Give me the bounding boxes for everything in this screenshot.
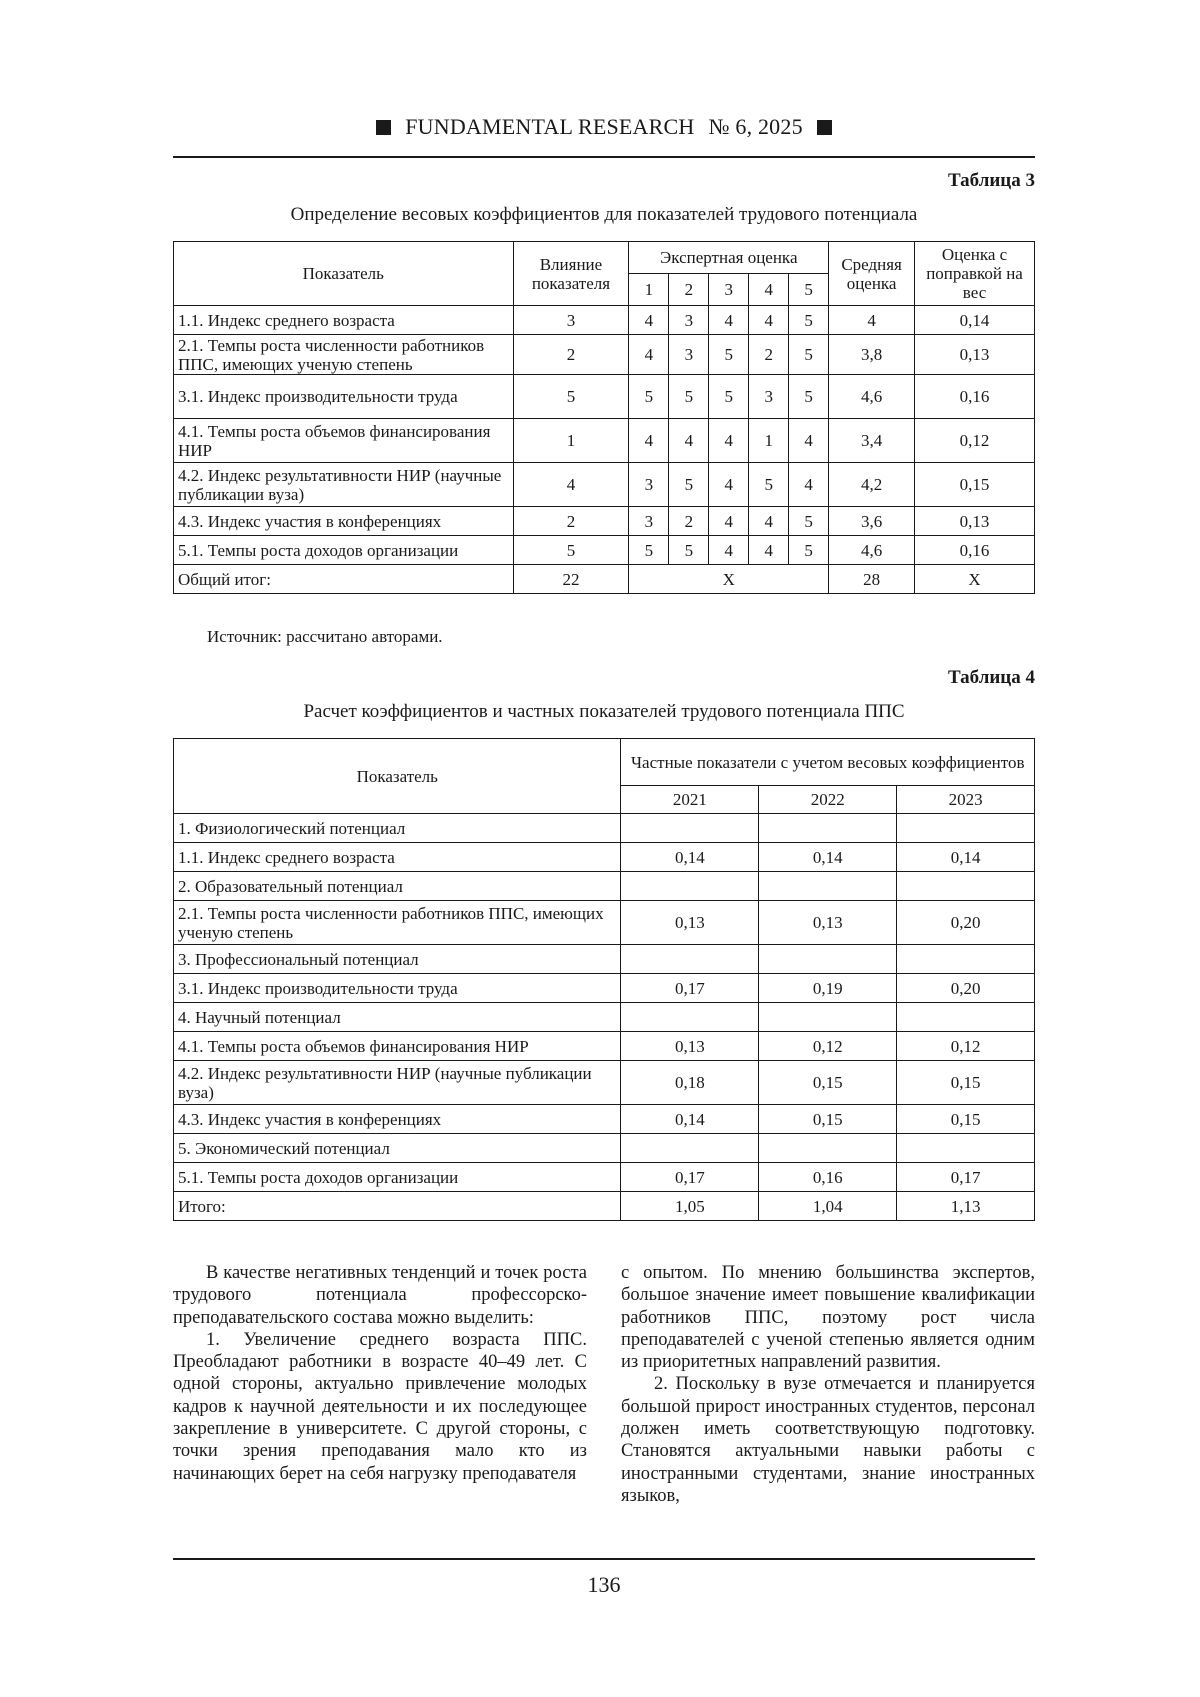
table3-indicator-cell: 4.2. Индекс результативности НИР (научные публикации вуза): [174, 463, 514, 507]
table3-score-cell: 4: [629, 335, 669, 375]
table3-row: [174, 536, 1035, 565]
table4-value-cell: [621, 872, 759, 901]
table4-indicator-cell: 3. Профессиональный потенциал: [174, 945, 621, 974]
table3-average-cell: 3,4: [829, 419, 915, 463]
square-bullet-icon: [817, 120, 832, 135]
table4-header-indicator: Показатель: [174, 739, 621, 814]
table4-row: [174, 1163, 1035, 1192]
table3-score-cell: 5: [669, 375, 709, 419]
table3-score-cell: 5: [749, 463, 789, 507]
table4-value-cell: [897, 872, 1035, 901]
table4-value-cell: [621, 814, 759, 843]
table4-value-cell: 0,17: [621, 974, 759, 1003]
table3-score-cell: 3: [749, 375, 789, 419]
table3-score-cell: 4: [709, 507, 749, 536]
table4-value-cell: [897, 1134, 1035, 1163]
table3-influence-cell: 5: [513, 536, 629, 565]
table3-score-cell: 4: [709, 419, 749, 463]
table4-row: [174, 1003, 1035, 1032]
table3-row: [174, 375, 1035, 419]
table3-score-cell: 4: [789, 419, 829, 463]
table3-influence-cell: 2: [513, 507, 629, 536]
table4-value-cell: 0,16: [759, 1163, 897, 1192]
table3-expert-col: 3: [709, 274, 749, 306]
table4-value-cell: 0,14: [759, 843, 897, 872]
table4-value-cell: 0,14: [621, 843, 759, 872]
table3-weighted-cell: 0,12: [915, 419, 1035, 463]
table4-header-year: 2023: [897, 786, 1035, 814]
table4-value-cell: 0,13: [621, 901, 759, 945]
table3-indicator-cell: 2.1. Темпы роста численности работников ППС, имеющих ученую степень: [174, 335, 514, 375]
table4-value-cell: 0,18: [621, 1061, 759, 1105]
table4-label: Таблица 4: [947, 667, 1035, 688]
table4-value-cell: [759, 872, 897, 901]
table3-source-note: Источник: рассчитано авторами.: [207, 627, 443, 646]
table4-value-cell: 0,15: [759, 1105, 897, 1134]
table4-row: [174, 1134, 1035, 1163]
table4-value-cell: 0,15: [897, 1105, 1035, 1134]
table3-indicator-cell: 1.1. Индекс среднего возраста: [174, 306, 514, 335]
table4-value-cell: [621, 945, 759, 974]
table4-value-cell: 0,17: [897, 1163, 1035, 1192]
table4-row: [174, 1192, 1035, 1221]
table4-value-cell: 0,12: [897, 1032, 1035, 1061]
table3-influence-cell: 1: [513, 419, 629, 463]
table4-row: [174, 843, 1035, 872]
table4-value-cell: 0,20: [897, 901, 1035, 945]
table4-value-cell: 0,19: [759, 974, 897, 1003]
table3-header-average: Средняя оценка: [829, 242, 915, 306]
table4-value-cell: [621, 1134, 759, 1163]
header-rule: [173, 156, 1035, 158]
table4-indicator-cell: 4.1. Темпы роста объемов финансирования НИР: [174, 1032, 621, 1061]
table4-row: [174, 901, 1035, 945]
table3-weighted-cell: 0,13: [915, 507, 1035, 536]
table3-score-cell: 5: [669, 463, 709, 507]
journal-title: FUNDAMENTAL RESEARCH: [405, 114, 695, 139]
table3-label: Таблица 3: [947, 170, 1035, 191]
table3-score-cell: 2: [669, 507, 709, 536]
table3-expert-col: 5: [789, 274, 829, 306]
table4-value-cell: 0,12: [759, 1032, 897, 1061]
table4-indicator-cell: Итого:: [174, 1192, 621, 1221]
table3-indicator-cell: 3.1. Индекс производительности труда: [174, 375, 514, 419]
table3-score-cell: 5: [669, 536, 709, 565]
table3-row: [174, 306, 1035, 335]
table3-total-weighted: Х: [915, 565, 1035, 594]
table3-influence-cell: 5: [513, 375, 629, 419]
table3-score-cell: 4: [709, 536, 749, 565]
table4-caption: Расчет коэффициентов и частных показателей трудового потенциала ППС: [303, 701, 905, 722]
table4-indicator-cell: 1.1. Индекс среднего возраста: [174, 843, 621, 872]
table3-average-cell: 3,6: [829, 507, 915, 536]
table3-score-cell: 5: [789, 375, 829, 419]
table3-score-cell: 5: [789, 335, 829, 375]
table4-value-cell: 0,13: [621, 1032, 759, 1061]
table3-total-average: 28: [829, 565, 915, 594]
table4-row: [174, 974, 1035, 1003]
table4-value-cell: [897, 1003, 1035, 1032]
body-paragraph: с опытом. По мнению большинства экспертов, большое значение имеет повышение квалификации работников ППС, поэтому рост числа преподавателей с ученой степенью является одним из приоритетных направлений развития.: [621, 1263, 1035, 1373]
table4-row: [174, 945, 1035, 974]
table3-average-cell: 3,8: [829, 335, 915, 375]
table4-value-cell: 1,05: [621, 1192, 759, 1221]
table3-score-cell: 1: [749, 419, 789, 463]
table4-value-cell: 1,04: [759, 1192, 897, 1221]
table3-score-cell: 4: [629, 306, 669, 335]
table3-total-influence: 22: [513, 565, 629, 594]
table4-value-cell: 1,13: [897, 1192, 1035, 1221]
table3-average-cell: 4,2: [829, 463, 915, 507]
table3-total-row: [174, 565, 1035, 594]
table3: [173, 241, 1035, 594]
body-right-column: [621, 1262, 1035, 1507]
table3-score-cell: 4: [749, 306, 789, 335]
table3-score-cell: 5: [629, 536, 669, 565]
table3-weighted-cell: 0,14: [915, 306, 1035, 335]
table3-weighted-cell: 0,16: [915, 536, 1035, 565]
table4-value-cell: 0,13: [759, 901, 897, 945]
table3-influence-cell: 3: [513, 306, 629, 335]
table4-indicator-cell: 4.3. Индекс участия в конференциях: [174, 1105, 621, 1134]
table3-score-cell: 5: [629, 375, 669, 419]
table3-score-cell: 3: [669, 335, 709, 375]
table4-value-cell: 0,14: [621, 1105, 759, 1134]
table4-value-cell: 0,17: [621, 1163, 759, 1192]
table3-score-cell: 4: [709, 463, 749, 507]
table3-score-cell: 5: [709, 375, 749, 419]
table3-total-expert: Х: [629, 565, 829, 594]
table3-influence-cell: 4: [513, 463, 629, 507]
table4-indicator-cell: 5. Экономический потенциал: [174, 1134, 621, 1163]
table3-average-cell: 4,6: [829, 536, 915, 565]
table4-value-cell: [759, 945, 897, 974]
table4-row: [174, 1032, 1035, 1061]
table3-weighted-cell: 0,16: [915, 375, 1035, 419]
table3-score-cell: 4: [669, 419, 709, 463]
table4-value-cell: [759, 1134, 897, 1163]
body-paragraph: В качестве негативных тенденций и точек роста трудового потенциала профессорско-преподавательского состава можно выделить:: [173, 1263, 587, 1328]
square-bullet-icon: [376, 120, 391, 135]
table3-score-cell: 3: [629, 507, 669, 536]
table3-row: [174, 335, 1035, 375]
table3-header-indicator: Показатель: [174, 242, 514, 306]
table3-average-cell: 4,6: [829, 375, 915, 419]
table3-row: [174, 419, 1035, 463]
running-header: [173, 112, 1035, 142]
table4-value-cell: [897, 945, 1035, 974]
table3-score-cell: 4: [709, 306, 749, 335]
table3-row: [174, 463, 1035, 507]
footer-rule: [173, 1558, 1035, 1560]
table4-value-cell: 0,15: [759, 1061, 897, 1105]
table3-score-cell: 3: [629, 463, 669, 507]
table3-score-cell: 5: [789, 536, 829, 565]
table4-value-cell: 0,14: [897, 843, 1035, 872]
table3-row: [174, 507, 1035, 536]
table3-weighted-cell: 0,15: [915, 463, 1035, 507]
table4-value-cell: [897, 814, 1035, 843]
table3-indicator-cell: 5.1. Темпы роста доходов организации: [174, 536, 514, 565]
table3-score-cell: 4: [749, 507, 789, 536]
table4: [173, 738, 1035, 1221]
table4-indicator-cell: 1. Физиологический потенциал: [174, 814, 621, 843]
table3-indicator-cell: 4.3. Индекс участия в конференциях: [174, 507, 514, 536]
table3-header-weighted: Оценка с поправкой на вес: [915, 242, 1035, 306]
table3-average-cell: 4: [829, 306, 915, 335]
table3-expert-col: 1: [629, 274, 669, 306]
table4-indicator-cell: 2. Образовательный потенциал: [174, 872, 621, 901]
table4-row: [174, 1105, 1035, 1134]
table3-weighted-cell: 0,13: [915, 335, 1035, 375]
table4-value-cell: [759, 1003, 897, 1032]
table4-value-cell: [621, 1003, 759, 1032]
table3-header-influence: Влияние показателя: [513, 242, 629, 306]
table4-value-cell: 0,20: [897, 974, 1035, 1003]
body-paragraph: 1. Увеличение среднего возраста ППС. Преобладают работники в возрасте 40–49 лет. С одной стороны, актуально привлечение молодых кадров к научной деятельности и их последующее закрепление в университете. С другой стороны, с точки зрения преподавания мало кто из начинающих берет на себя нагрузку преподавателя: [173, 1329, 587, 1484]
table4-indicator-cell: 4.2. Индекс результативности НИР (научные публикации вуза): [174, 1061, 621, 1105]
table4-indicator-cell: 5.1. Темпы роста доходов организации: [174, 1163, 621, 1192]
journal-issue: № 6, 2025: [708, 114, 803, 139]
table3-influence-cell: 2: [513, 335, 629, 375]
table3-score-cell: 4: [629, 419, 669, 463]
table3-score-cell: 3: [669, 306, 709, 335]
table3-score-cell: 2: [749, 335, 789, 375]
table4-indicator-cell: 3.1. Индекс производительности труда: [174, 974, 621, 1003]
table4-row: [174, 872, 1035, 901]
table3-score-cell: 4: [749, 536, 789, 565]
table3-header-expert: Экспертная оценка: [629, 242, 829, 274]
table3-score-cell: 4: [789, 463, 829, 507]
table3-score-cell: 5: [789, 306, 829, 335]
body-left-column: [173, 1262, 587, 1485]
table4-row: [174, 1061, 1035, 1105]
table4-header-year: 2022: [759, 786, 897, 814]
table4-header-group: Частные показатели с учетом весовых коэффициентов: [621, 739, 1035, 786]
table3-score-cell: 5: [709, 335, 749, 375]
table3-expert-col: 2: [669, 274, 709, 306]
table4-value-cell: 0,15: [897, 1061, 1035, 1105]
table4-value-cell: [759, 814, 897, 843]
table3-caption: Определение весовых коэффициентов для показателей трудового потенциала: [290, 204, 918, 225]
table4-indicator-cell: 2.1. Темпы роста численности работников ППС, имеющих ученую степень: [174, 901, 621, 945]
page-number: 136: [587, 1572, 621, 1597]
body-paragraph: 2. Поскольку в вузе отмечается и планируется большой прирост иностранных студентов, персонал должен иметь соответствующую подготовку. Становятся актуальными навыки работы с иностранными студентами, знание иностранных языков,: [621, 1374, 1035, 1506]
table3-expert-col: 4: [749, 274, 789, 306]
table3-total-label: Общий итог:: [174, 565, 514, 594]
table4-header-year: 2021: [621, 786, 759, 814]
table3-score-cell: 5: [789, 507, 829, 536]
table4-indicator-cell: 4. Научный потенциал: [174, 1003, 621, 1032]
table3-indicator-cell: 4.1. Темпы роста объемов финансирования НИР: [174, 419, 514, 463]
table4-row: [174, 814, 1035, 843]
